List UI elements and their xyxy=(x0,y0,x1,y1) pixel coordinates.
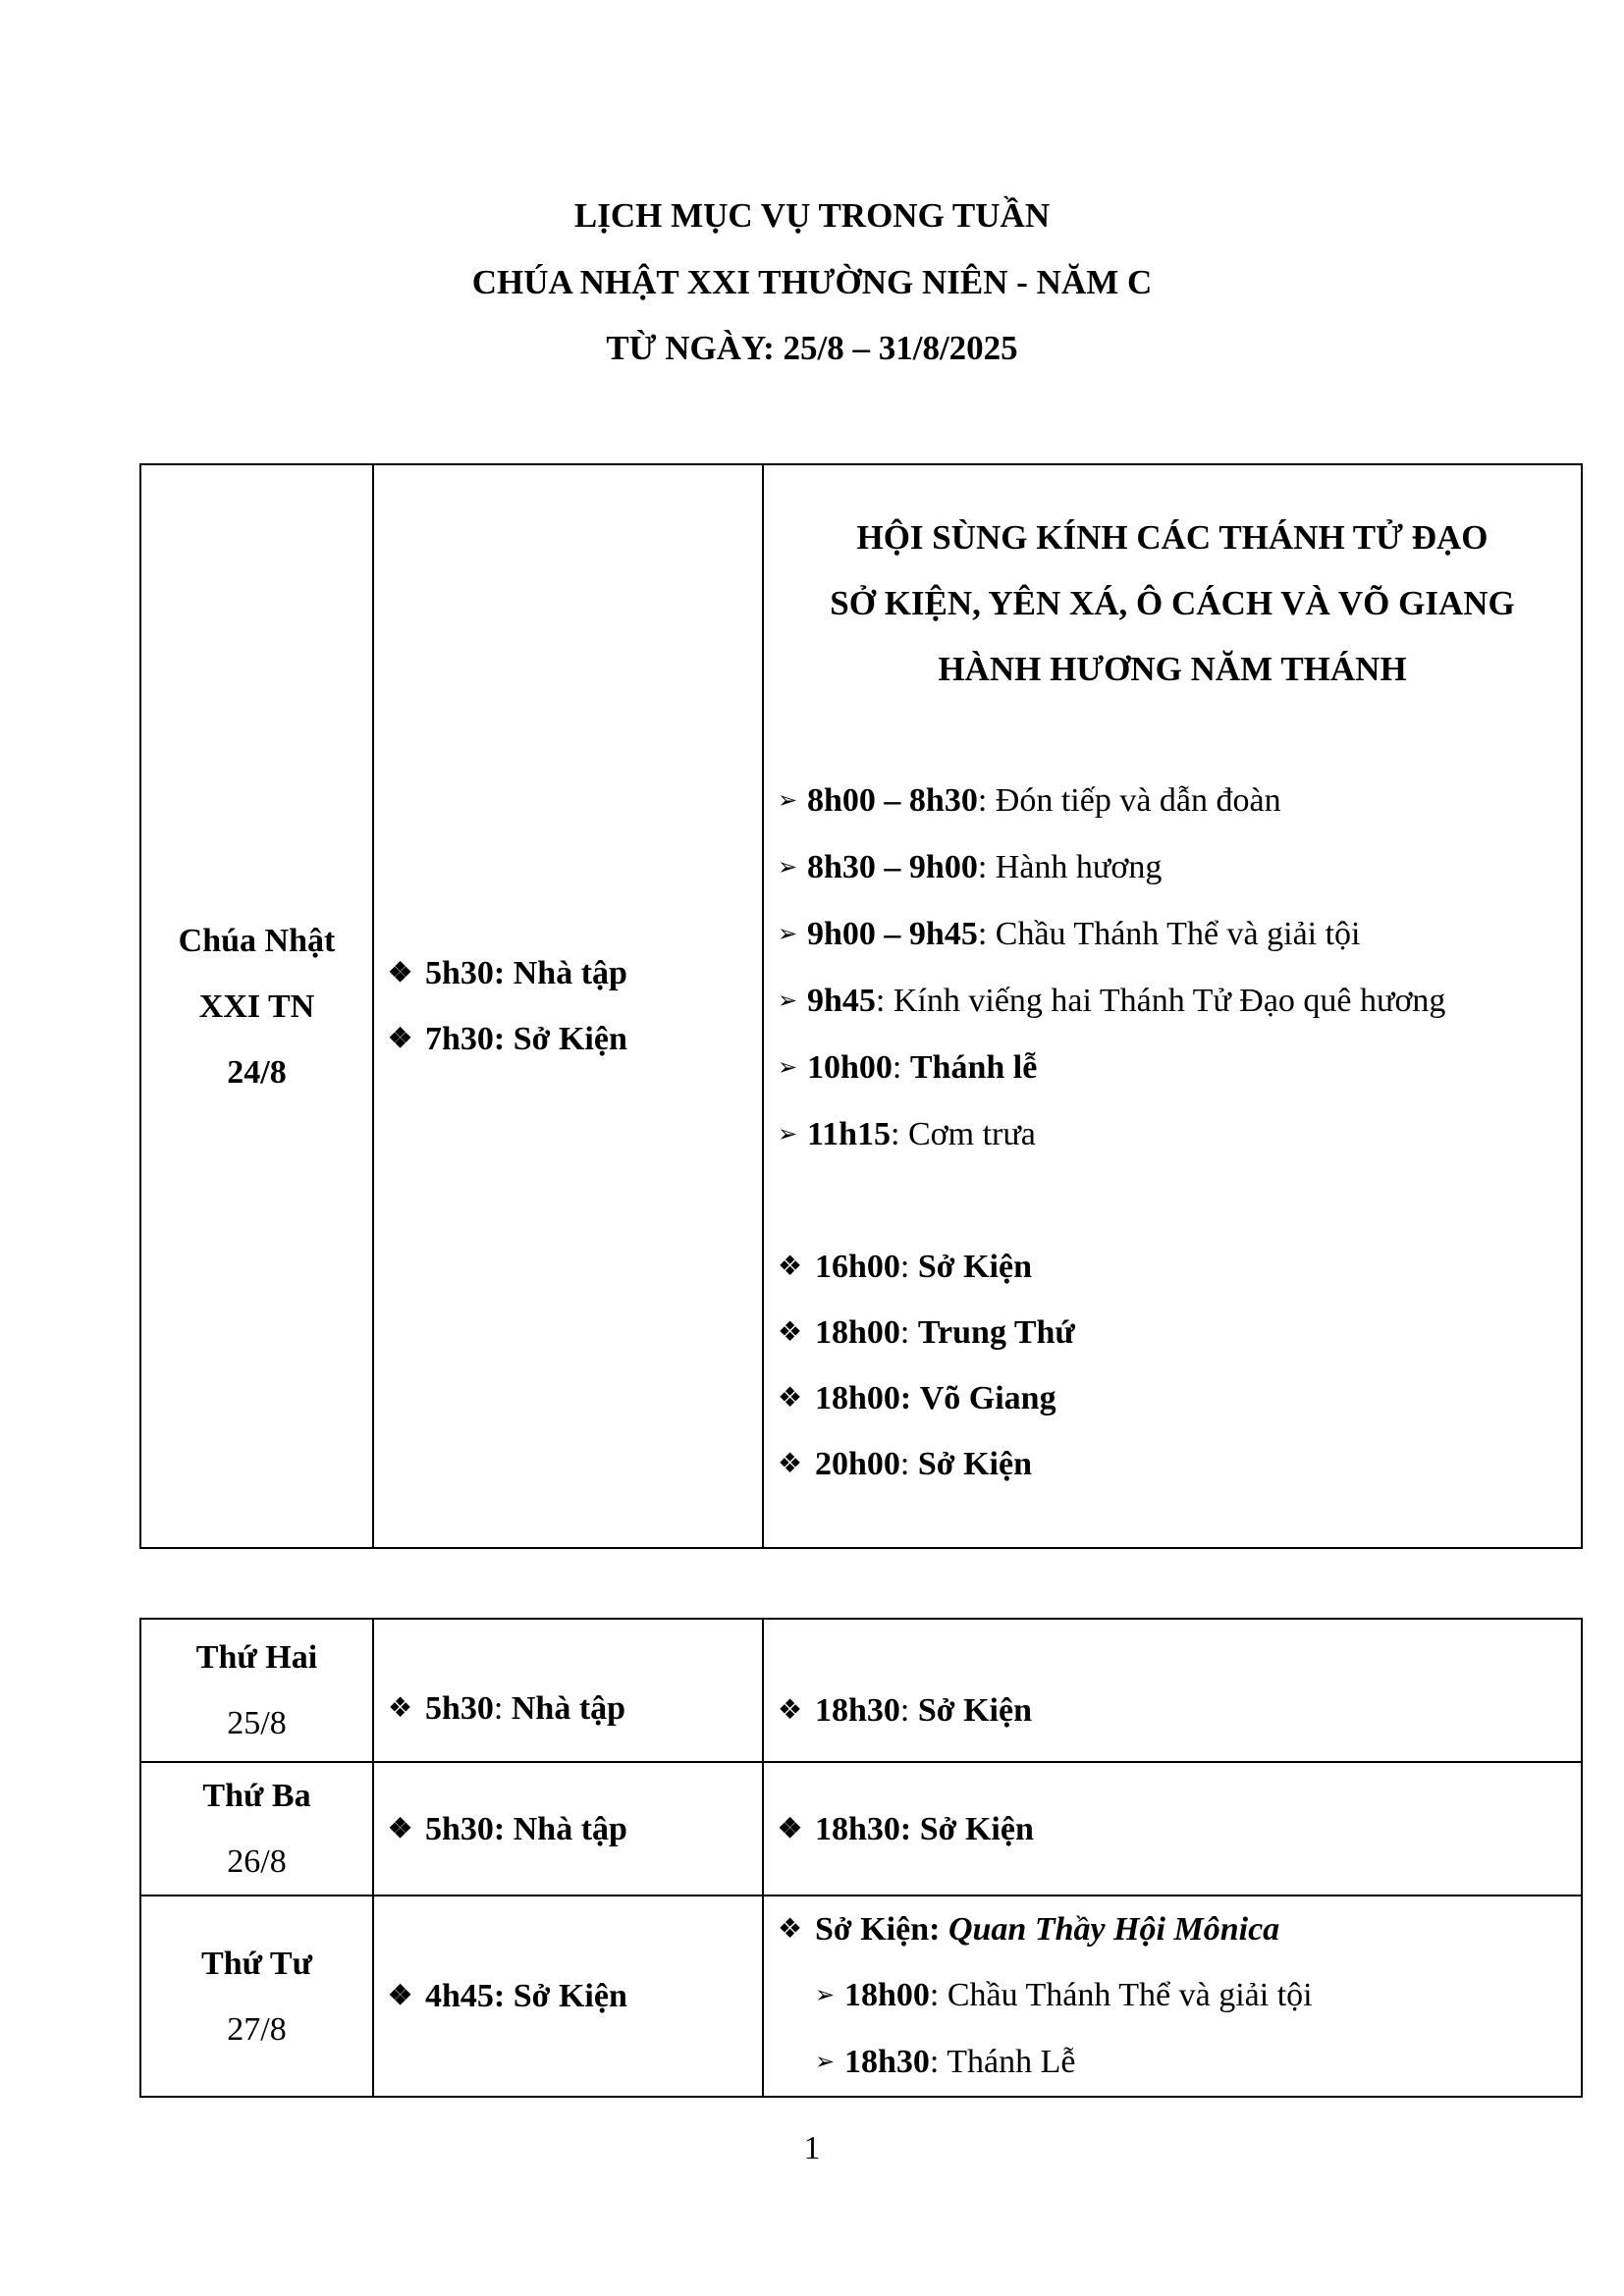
table-row xyxy=(140,1762,1582,1896)
diamond-bullet-icon: ❖ xyxy=(778,1694,803,1726)
header-line-2: CHÚA NHẬT XXI THƯỜNG NIÊN - NĂM C xyxy=(471,263,1153,301)
page-number: 1 xyxy=(803,2130,821,2166)
sunday-row xyxy=(140,464,1582,1548)
weekday-day-cell: Thứ Hai 25/8 xyxy=(140,1619,373,1762)
sunday-table xyxy=(139,463,1583,1549)
weekday-evening-cell: ❖ 18h30: Sở Kiện xyxy=(763,1619,1582,1762)
list-item: ➢ 8h00 – 8h30: Đón tiếp và dẫn đoàn xyxy=(778,768,1581,834)
program-list xyxy=(764,768,1581,1497)
arrow-bullet-icon: ➢ xyxy=(778,988,798,1014)
header-line-1: LỊCH MỤC VỤ TRONG TUẦN xyxy=(573,196,1051,235)
diamond-bullet-icon: ❖ xyxy=(778,1252,803,1282)
list-item: ❖ 7h30: Sở Kiện xyxy=(388,1006,762,1072)
diamond-bullet-icon: ❖ xyxy=(388,1024,413,1054)
list-item: ➢ 9h00 – 9h45: Chầu Thánh Thể và giải tội xyxy=(778,901,1581,968)
list-item: ➢ 9h45: Kính viếng hai Thánh Tử Đạo quê hương xyxy=(778,968,1581,1035)
weekday-morning-cell: ❖ 5h30: Nhà tập xyxy=(373,1619,763,1762)
list-item: ❖ 20h00: Sở Kiện xyxy=(778,1431,1581,1497)
weekday-day-cell: Thứ Ba 26/8 xyxy=(140,1762,373,1896)
weekday-evening-cell: ❖ 18h30: Sở Kiện xyxy=(763,1762,1582,1896)
diamond-bullet-icon: ❖ xyxy=(778,1813,803,1844)
table-row xyxy=(140,1896,1582,2097)
diamond-bullet-icon: ❖ xyxy=(388,1692,413,1724)
event-title: HỘI SÙNG KÍNH CÁC THÁNH TỬ ĐẠO SỞ KIỆN, YÊN XÁ, Ô CÁCH VÀ VÕ GIANG HÀNH HƯƠNG NĂM THÁNH xyxy=(830,518,1515,688)
arrow-bullet-icon: ➢ xyxy=(778,788,798,814)
diamond-bullet-icon: ❖ xyxy=(388,1813,413,1844)
sunday-day-cell xyxy=(140,464,373,1548)
weekday-day-cell: Thứ Tư 27/8 xyxy=(140,1896,373,2097)
list-item: ❖ 18h00: Trung Thứ xyxy=(778,1300,1581,1365)
arrow-bullet-icon: ➢ xyxy=(815,1983,836,2008)
diamond-bullet-icon: ❖ xyxy=(388,958,413,988)
sunday-date: 24/8 xyxy=(227,1053,287,1091)
list-item: ❖ 16h00: Sở Kiện xyxy=(778,1234,1581,1300)
diamond-bullet-icon: ❖ xyxy=(778,1914,803,1945)
sunday-sub: XXI TN xyxy=(198,988,315,1025)
sunday-day: Chúa Nhật xyxy=(178,922,336,959)
diamond-bullet-icon: ❖ xyxy=(778,1317,803,1348)
sunday-program-cell xyxy=(763,464,1582,1548)
list-item: ➢ 11h15: Cơm trưa xyxy=(778,1101,1581,1168)
list-item: ➢ 18h30: Thánh Lễ xyxy=(778,2029,1581,2096)
weekday-morning-cell: ❖ 5h30: Nhà tập xyxy=(373,1762,763,1896)
table-row xyxy=(140,1619,1582,1762)
list-item: ➢ 10h00: Thánh lễ xyxy=(778,1035,1581,1101)
list-item: ➢ 18h00: Chầu Thánh Thể và giải tội xyxy=(778,1962,1581,2029)
diamond-bullet-icon: ❖ xyxy=(388,1981,413,2011)
arrow-bullet-icon: ➢ xyxy=(815,2050,836,2075)
weekday-evening-cell: ❖ Sở Kiện: Quan Thầy Hội Mônica ➢ 18h00: Chầu Thánh Thể và giải tội ➢ 18h30: Thánh Lễ xyxy=(763,1896,1582,2097)
arrow-bullet-icon: ➢ xyxy=(778,1122,798,1148)
weekday-morning-cell: ❖ 4h45: Sở Kiện xyxy=(373,1896,763,2097)
weekday-table xyxy=(139,1618,1583,2098)
header-line-3: TỪ NGÀY: 25/8 – 31/8/2025 xyxy=(606,329,1018,367)
diamond-bullet-icon: ❖ xyxy=(778,1383,803,1414)
list-item: ❖ 18h00: Võ Giang xyxy=(778,1365,1581,1431)
arrow-bullet-icon: ➢ xyxy=(778,855,798,881)
diamond-bullet-icon: ❖ xyxy=(778,1449,803,1479)
list-item: ❖ 5h30: Nhà tập xyxy=(388,940,762,1006)
arrow-bullet-icon: ➢ xyxy=(778,922,798,947)
sunday-morning-cell xyxy=(373,464,763,1548)
list-item: ➢ 8h30 – 9h00: Hành hương xyxy=(778,834,1581,901)
arrow-bullet-icon: ➢ xyxy=(778,1055,798,1081)
